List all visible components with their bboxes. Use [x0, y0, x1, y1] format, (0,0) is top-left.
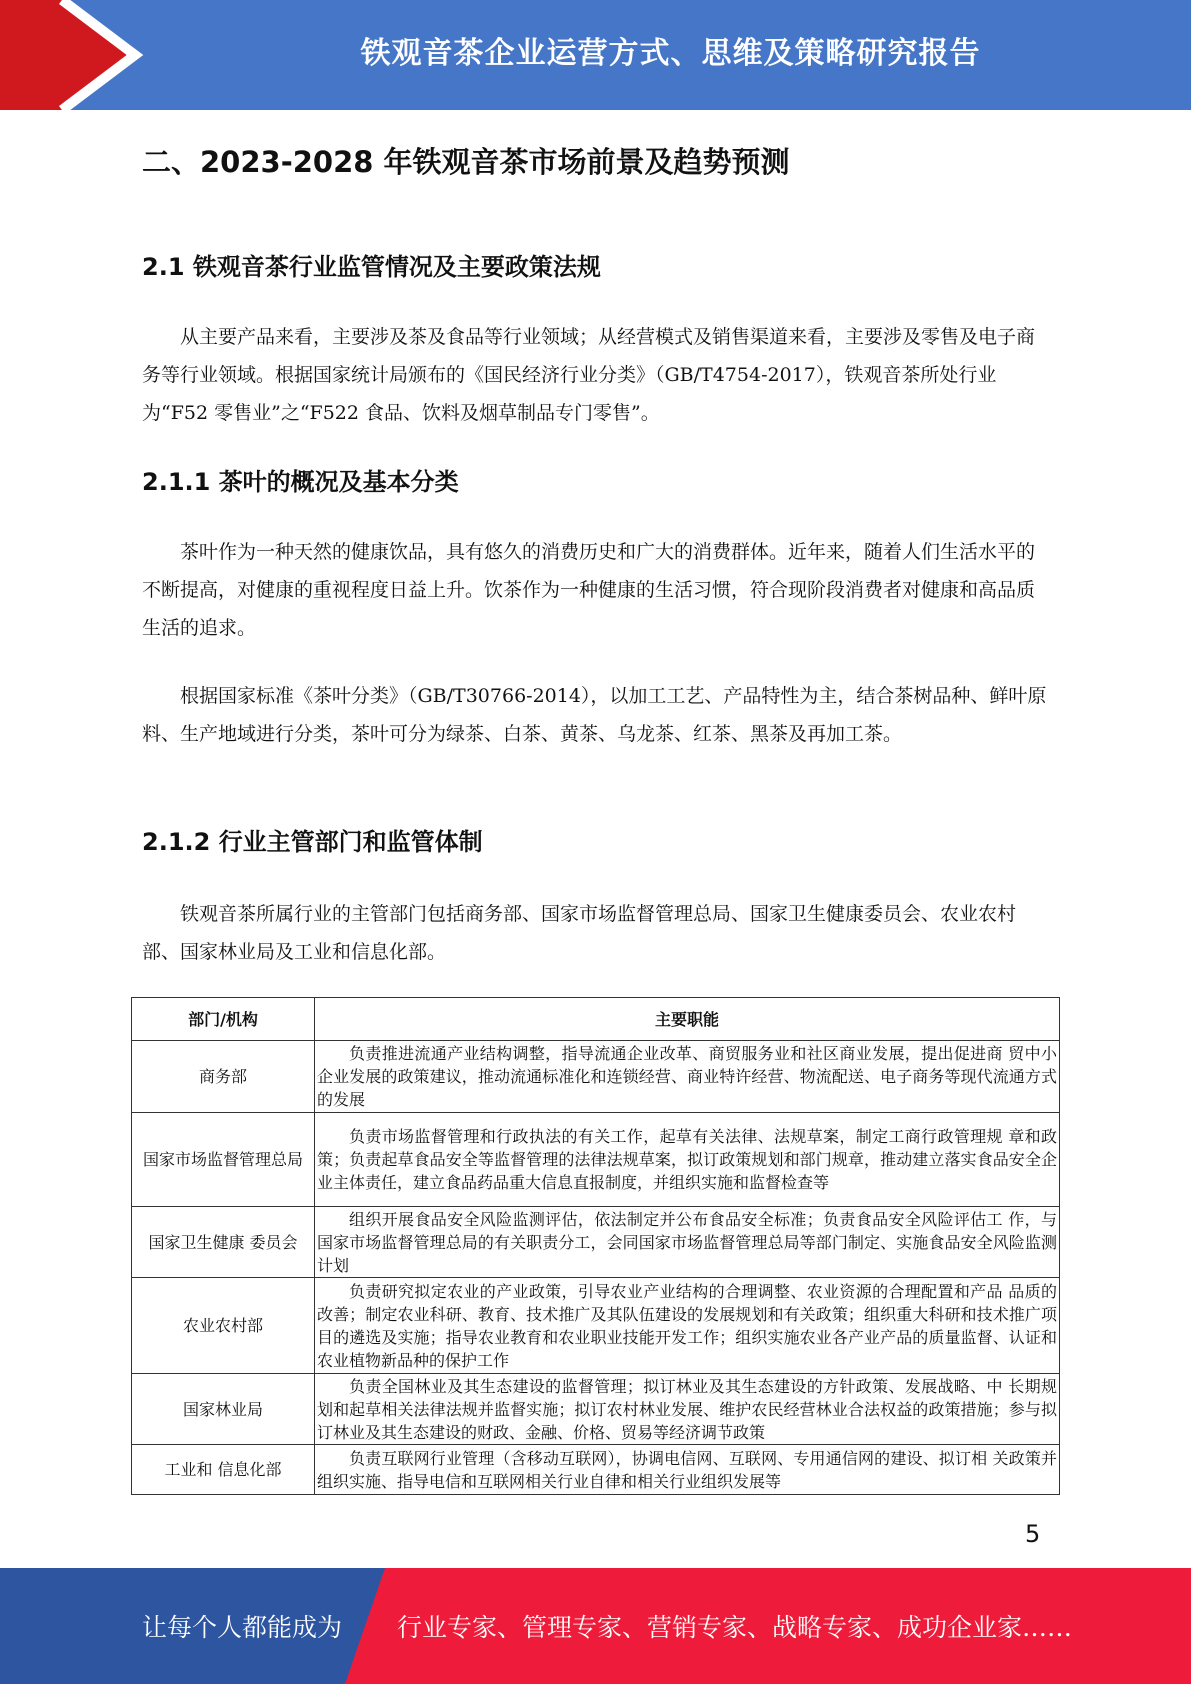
subsection-2-1-1-title: 2.1.1 茶叶的概况及基本分类: [142, 468, 459, 496]
subsection-2-1-1-paragraph-1: 茶叶作为一种天然的健康饮品，具有悠久的消费历史和广大的消费群体。近年来，随着人们生活水平的不断提高，对健康的重视程度日益上升。饮茶作为一种健康的生活习惯，符合现阶段消费者对健康和高品质生活的追求。: [142, 541, 1036, 639]
subsection-2-1-1-paragraph-2: 根据国家标准《茶叶分类》（GB/T30766-2014），以加工工艺、产品特性为主，结合茶树品种、鲜叶原料、生产地域进行分类，茶叶可分为绿茶、白茶、黄茶、乌龙茶、红茶、黑茶及再加工茶。: [142, 685, 1047, 745]
table-row: [132, 1445, 1060, 1495]
page-number: 5: [1025, 1520, 1041, 1548]
table-header-dept: 部门/机构: [132, 998, 315, 1041]
table-cell-dept: 工业和 信息化部: [132, 1445, 315, 1495]
table-cell-duty: 负责互联网行业管理（含移动互联网），协调电信网、互联网、专用通信网的建设、拟订相 关政策并组织实施、指导电信和互联网相关行业自律和相关行业组织发展等: [315, 1445, 1060, 1495]
table-header-duty: 主要职能: [315, 998, 1060, 1041]
footer-slogan-left: 让每个人都能成为: [142, 1613, 343, 1642]
table-cell-duty: 组织开展食品安全风险监测评估，依法制定并公布食品安全标准；负责食品安全风险评估工 作，与国家市场监督管理总局的有关职责分工，会同国家市场监督管理总局等部门制定、实施食品安全风险监测计划: [315, 1207, 1060, 1278]
table-cell-duty: 负责市场监督管理和行政执法的有关工作，起草有关法律、法规草案，制定工商行政管理规 章和政策；负责起草食品安全等监督管理的法律法规草案，拟订政策规划和部门规章，推动建立落实食品安全企业主体责任，建立食品药品重大信息直报制度，并组织实施和监督检查等: [315, 1113, 1060, 1207]
subsection-2-1-paragraph: 从主要产品来看，主要涉及茶及食品等行业领域；从经营模式及销售渠道来看，主要涉及零售及电子商务等行业领域。根据国家统计局颁布的《国民经济行业分类》（GB/T4754-2017），铁观音茶所处行业为“F52 零售业”之“F522 食品、饮料及烟草制品专门零售”。: [142, 326, 1036, 424]
regulator-table: [131, 997, 1060, 1495]
table-cell-duty: 负责研究拟定农业的产业政策，引导农业产业结构的合理调整、农业资源的合理配置和产品 品质的改善；制定农业科研、教育、技术推广及其队伍建设的发展规划和有关政策；组织重大科研和技术推广项目的遴选及实施；指导农业教育和农业职业技能开发工作；组织实施农业各产业产品的质量监督、认证和农业植物新品种的保护工作: [315, 1278, 1060, 1374]
subsection-2-1-2-title: 2.1.2 行业主管部门和监管体制: [142, 828, 483, 856]
table-cell-dept: 商务部: [132, 1041, 315, 1113]
subsection-2-1-title: 2.1 铁观音茶行业监管情况及主要政策法规: [142, 253, 601, 281]
table-cell-dept: 国家市场监督管理总局: [132, 1113, 315, 1207]
table-row: [132, 1207, 1060, 1278]
footer-slogan-right: 行业专家、管理专家、营销专家、战略专家、成功企业家……: [397, 1613, 1073, 1642]
table-cell-duty: 负责全国林业及其生态建设的监督管理；拟订林业及其生态建设的方针政策、发展战略、中 长期规划和起草相关法律法规并监督实施；拟订农村林业发展、维护农民经营林业合法权益的政策措施；参与拟订林业及其生态建设的财政、金融、价格、贸易等经济调节政策: [315, 1374, 1060, 1445]
table-row: [132, 1278, 1060, 1374]
table-cell-duty: 负责推进流通产业结构调整，指导流通企业改革、商贸服务业和社区商业发展，提出促进商 贸中小企业发展的政策建议，推动流通标准化和连锁经营、商业特许经营、物流配送、电子商务等现代流通方式的发展: [315, 1041, 1060, 1113]
page-footer: [0, 1568, 1191, 1684]
table-cell-dept: 农业农村部: [132, 1278, 315, 1374]
table-cell-dept: 国家卫生健康 委员会: [132, 1207, 315, 1278]
section-title: 二、2023-2028 年铁观音茶市场前景及趋势预测: [142, 145, 790, 179]
table-row: [132, 1113, 1060, 1207]
subsection-2-1-2-paragraph: 铁观音茶所属行业的主管部门包括商务部、国家市场监督管理总局、国家卫生健康委员会、农业农村部、国家林业局及工业和信息化部。: [142, 903, 1017, 963]
table-row: [132, 1041, 1060, 1113]
header-title: 铁观音茶企业运营方式、思维及策略研究报告: [360, 36, 981, 71]
table-row: [132, 1374, 1060, 1445]
table-header-row: [132, 998, 1060, 1041]
page-header: [0, 0, 1191, 110]
table-cell-dept: 国家林业局: [132, 1374, 315, 1445]
